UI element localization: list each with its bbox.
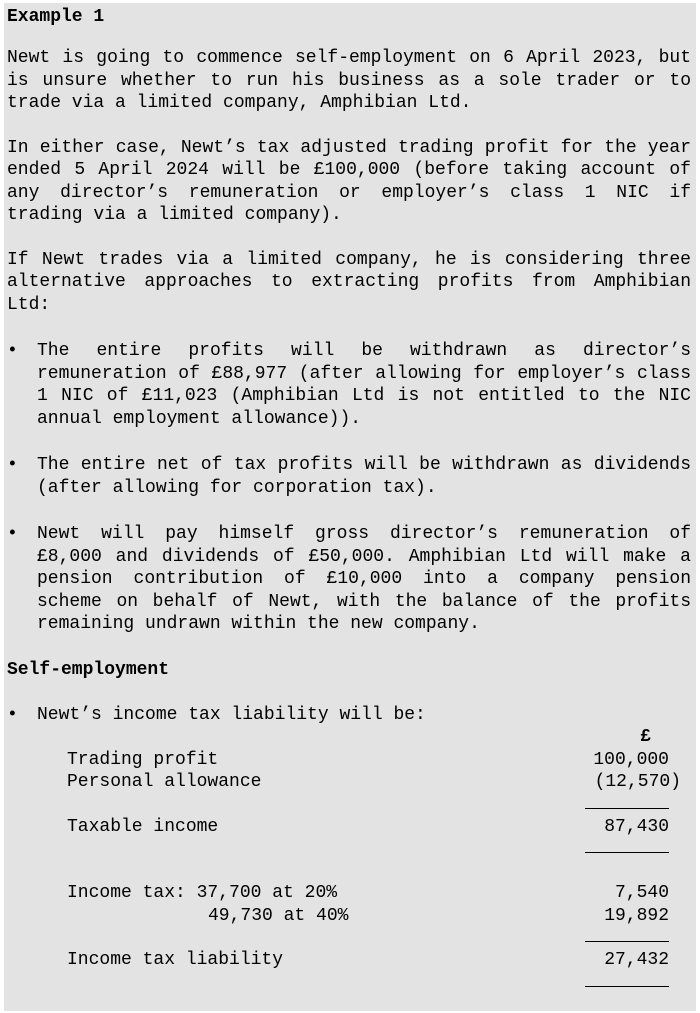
section-heading: Self-employment [7,659,170,680]
example-title: Example 1 [7,7,105,27]
trading-profit-value: 100,000 [593,749,669,770]
income-tax-label-2: 49,730 at 40% [208,905,349,926]
currency-header: £ [640,727,651,747]
bullet-icon: • [7,524,18,544]
trading-profit-label: Trading profit [67,749,219,770]
calc-list [7,704,691,727]
list-item [7,523,691,636]
taxable-income-label: Taxable income [67,816,219,837]
list-item [7,340,691,430]
bullet-icon: • [7,704,18,725]
document-page [4,3,696,1011]
list-item [7,704,691,727]
liability-label: Income tax liability [67,950,284,970]
approaches-paragraph: If Newt trades via a limited company, he is considering three alternative approaches to extracting profits from Amphibian Ltd: [7,249,691,315]
total-rule [585,986,669,987]
bullet-icon: • [7,341,18,361]
liability-value: 27,432 [604,950,669,970]
income-tax-computation [7,726,691,994]
list-item-text: Newt will pay himself gross director’s remuneration of £8,000 and dividends of £50,000. Amphibian Ltd will make a pension contribution of £10,000 into a company pension scheme on behalf of Newt, with the balance of the profits remaining undrawn within the new company. [37,524,691,634]
profit-paragraph: In either case, Newt’s tax adjusted trading profit for the year ended 5 April 2024 will be £100,000 (before taking account of any director’s remuneration or employer’s class 1 NIC if trading via a limited company). [7,137,691,225]
list-item [7,454,691,499]
list-item-text: The entire profits will be withdrawn as director’s remuneration of £88,977 (after allowing for employer’s class 1 NIC of £11,023 (Amphibian Ltd is not entitled to the NIC annual employment allowance)). [37,341,691,429]
income-tax-value-1: 7,540 [614,883,669,903]
income-tax-label-1: Income tax: 37,700 at 20% [67,883,338,903]
personal-allowance-label: Personal allowance [67,772,262,792]
subtotal-rule [585,852,669,853]
approaches-list [7,340,691,636]
list-item-text: The entire net of tax profits will be withdrawn as dividends (after allowing for corporation tax). [37,455,691,498]
personal-allowance-value: (12,570) [594,772,681,792]
intro-paragraph: Newt is going to commence self-employment on 6 April 2023, but is unsure whether to run his business as a sole trader or to trade via a limited company, Amphibian Ltd. [7,48,691,113]
income-tax-value-2: 19,892 [604,905,669,926]
taxable-income-value: 87,430 [604,816,669,837]
calc-intro-text: Newt’s income tax liability will be: [37,704,426,725]
bullet-icon: • [7,455,18,475]
subtotal-rule [585,941,669,942]
subtotal-rule [585,808,669,809]
